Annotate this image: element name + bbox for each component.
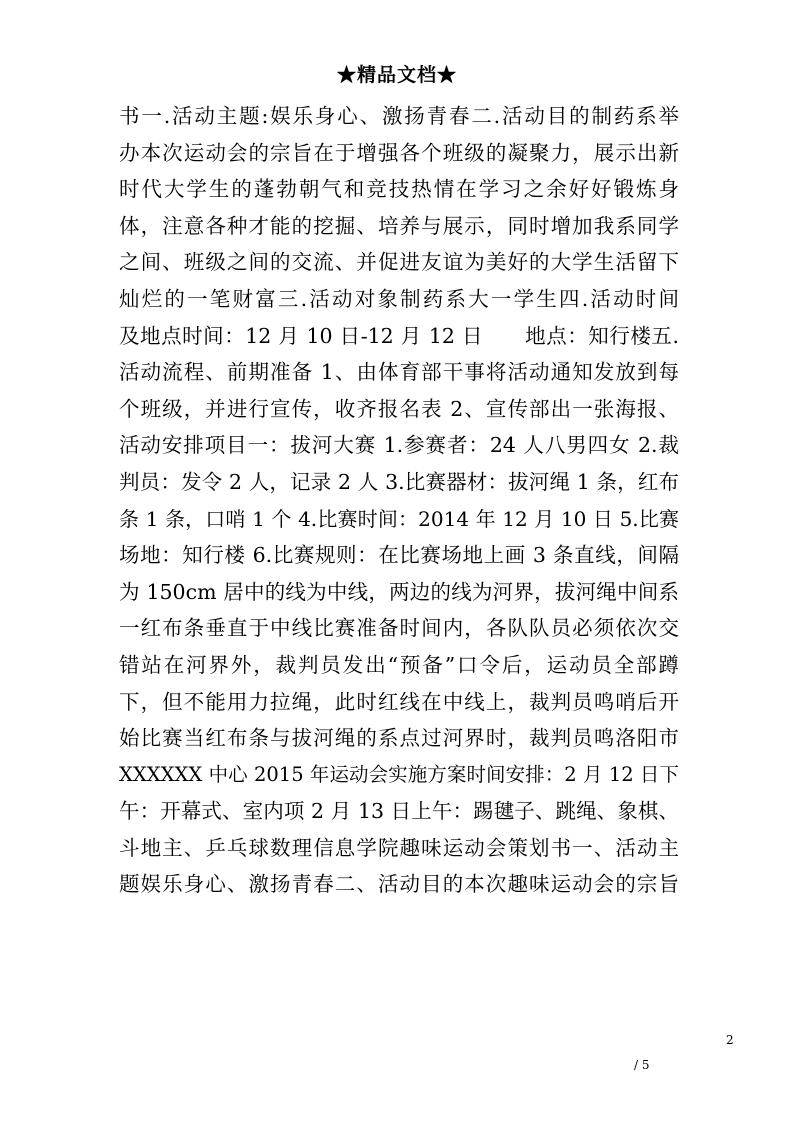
body-line: 始比赛当红布条与拔河绳的系点过河界时，裁判员鸣洛阳市	[119, 726, 679, 751]
body-line: 体，注意各种才能的挖掘、培养与展示，同时增加我系同学	[119, 213, 679, 238]
document-header-title: ★精品文档★	[336, 64, 457, 86]
body-line: 个班级，并进行宣传，收齐报名表 2、宣传部出一张海报、	[119, 396, 679, 421]
body-line: 题娱乐身心、激扬青春二、活动目的本次趣味运动会的宗旨	[119, 872, 679, 897]
body-line: XXXXXX 中心 2015 年运动会实施方案时间安排：2 月 12 日下	[119, 762, 679, 786]
body-line: 为 150cm 居中的线为中线，两边的线为河界，拔河绳中间系	[119, 579, 679, 604]
body-line: 错站在河界外，裁判员发出“预备”口令后，运动员全部蹲	[119, 652, 679, 677]
body-line: 活动安排项目一：拔河大赛 1.参赛者：24 人八男四女 2.裁	[119, 433, 679, 458]
body-line: 灿烂的一笔财富三.活动对象制药系大一学生四.活动时间	[119, 286, 679, 311]
body-line: 办本次运动会的宗旨在于增强各个班级的凝聚力，展示出新	[119, 140, 679, 165]
document-body	[119, 98, 679, 903]
body-line: 下，但不能用力拉绳，此时红线在中线上，裁判员鸣哨后开	[119, 689, 679, 714]
body-line: 一红布条垂直于中线比赛准备时间内，各队队员必须依次交	[119, 616, 679, 641]
body-line: 午：开幕式、室内项 2 月 13 日上午：踢毽子、跳绳、象棋、	[119, 799, 679, 824]
body-line: 场地：知行楼 6.比赛规则：在比赛场地上画 3 条直线，间隔	[119, 543, 679, 568]
body-line: 时代大学生的蓬勃朝气和竞技热情在学习之余好好锻炼身	[119, 177, 679, 202]
page-total: / 5	[634, 1058, 650, 1072]
body-line: 书一.活动主题:娱乐身心、激扬青春二.活动目的制药系举	[119, 104, 679, 128]
body-line: 斗地主、乒乓球数理信息学院趣味运动会策划书一、活动主	[119, 835, 679, 860]
body-line: 活动流程、前期准备 1、由体育部干事将活动通知发放到每	[119, 360, 679, 385]
body-line: 判员：发令 2 人，记录 2 人 3.比赛器材：拔河绳 1 条，红布	[119, 469, 679, 494]
body-line: 之间、班级之间的交流、并促进友谊为美好的大学生活留下	[119, 250, 679, 275]
page-number: 2	[726, 1033, 734, 1047]
body-line: 条 1 条，口哨 1 个 4.比赛时间：2014 年 12 月 10 日 5.比赛	[119, 506, 679, 531]
body-line: 及地点时间：12 月 10 日-12 月 12 日 地点：知行楼五.	[119, 323, 679, 348]
